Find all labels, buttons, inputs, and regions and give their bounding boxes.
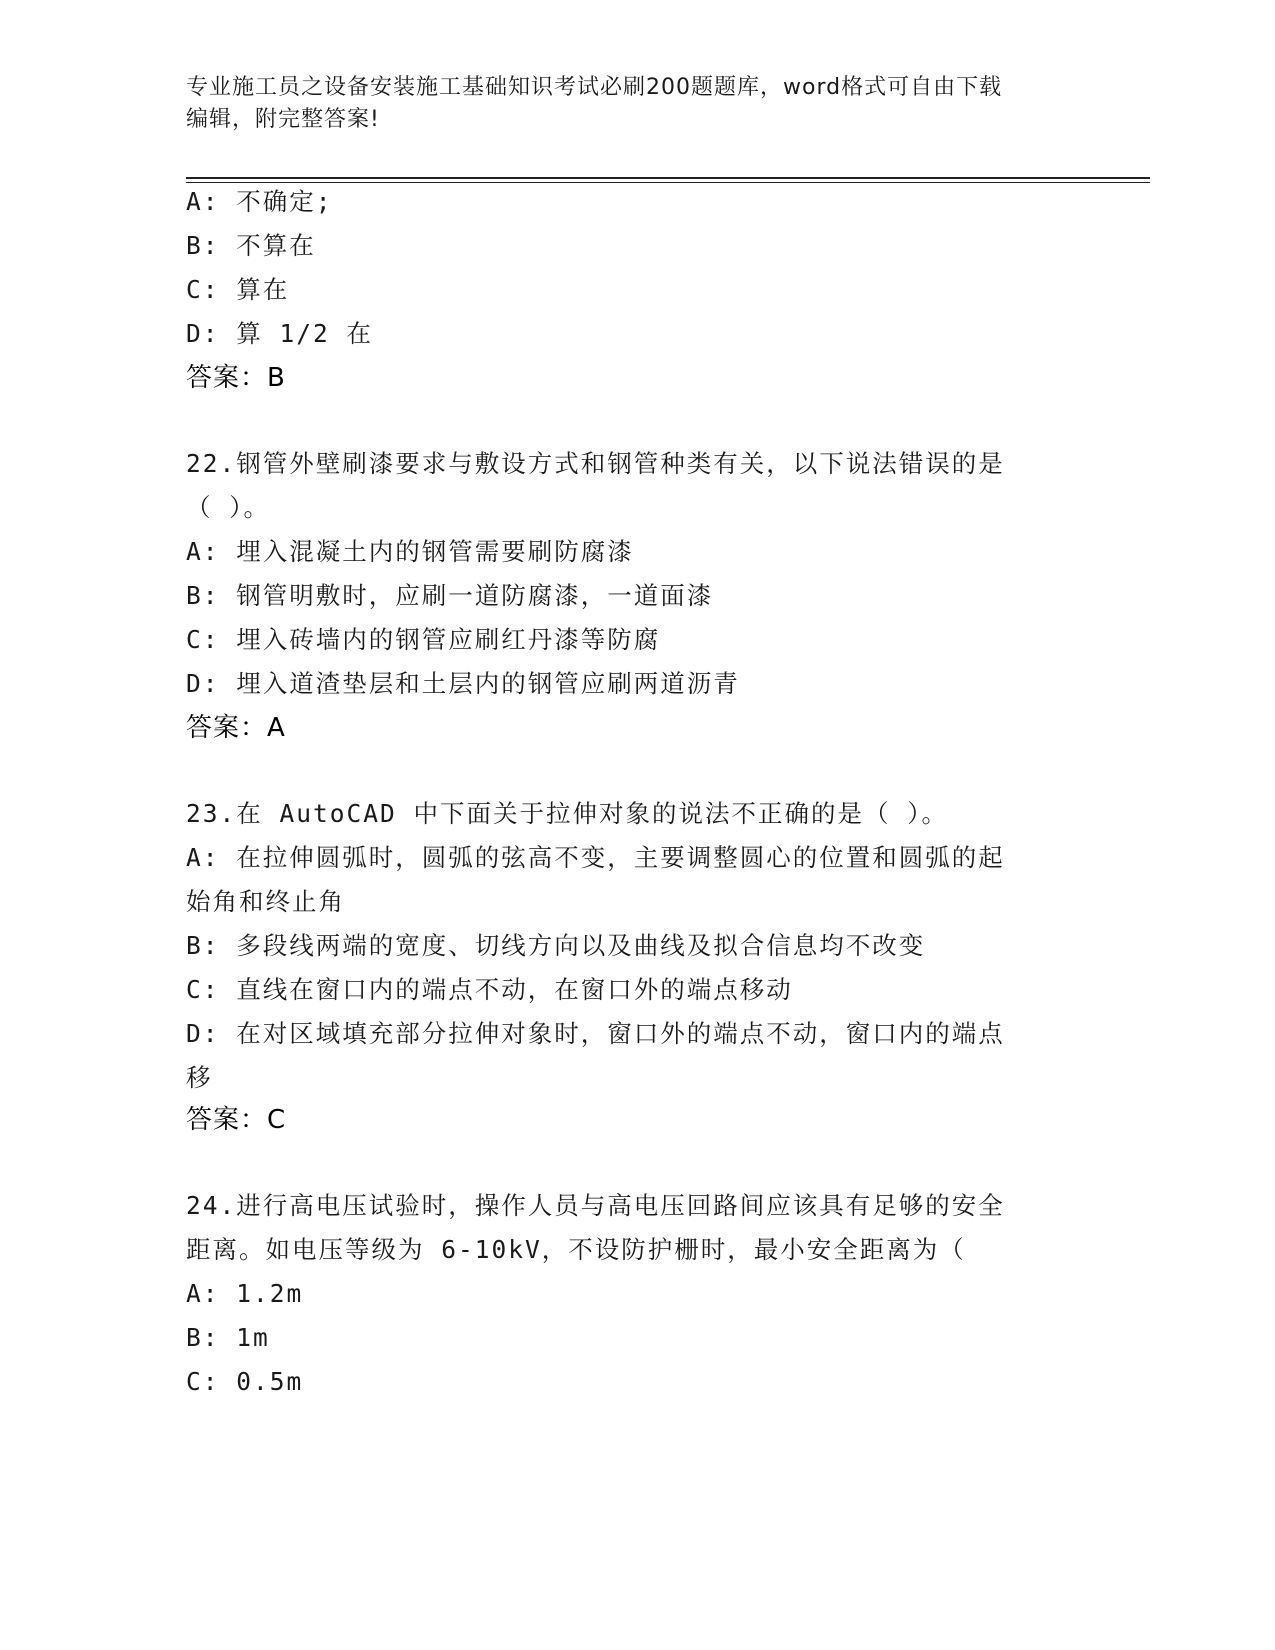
q24-stem-line-2: 距离。如电压等级为 6-10kV，不设防护栅时，最小安全距离为（ (186, 1235, 966, 1264)
q24-stem-line-1: 24.进行高电压试验时，操作人员与高电压回路间应该具有足够的安全 (186, 1191, 1005, 1220)
q22-answer: 答案：A (186, 713, 286, 743)
header-title-line-2: 编辑，附完整答案! (186, 107, 380, 132)
q21-option-d: D: 算 1/2 在 (186, 319, 374, 348)
q21-option-c: C: 算在 (186, 275, 290, 304)
q24-option-c: C: 0.5m (186, 1367, 304, 1396)
q22-option-b: B: 钢管明敷时，应刷一道防腐漆，一道面漆 (186, 581, 714, 610)
q23-option-a-line-1: A: 在拉伸圆弧时，圆弧的弦高不变，主要调整圆心的位置和圆弧的起 (186, 843, 1005, 872)
q23-answer: 答案：C (186, 1105, 287, 1135)
q24-option-a: A: 1.2m (186, 1279, 304, 1308)
q22-option-a: A: 埋入混凝土内的钢管需要刷防腐漆 (186, 537, 634, 566)
q23-stem: 23.在 AutoCAD 中下面关于拉伸对象的说法不正确的是（ ）。 (186, 799, 949, 828)
q21-option-b: B: 不算在 (186, 231, 316, 260)
q21-answer: 答案：B (186, 363, 286, 393)
q22-stem-line-2: （ ）。 (186, 493, 270, 522)
q24-option-b: B: 1m (186, 1323, 270, 1352)
q23-option-d-line-2: 移 (186, 1063, 213, 1092)
q23-option-b: B: 多段线两端的宽度、切线方向以及曲线及拟合信息均不改变 (186, 931, 926, 960)
q23-option-d-line-1: D: 在对区域填充部分拉伸对象时，窗口外的端点不动，窗口内的端点 (186, 1019, 1005, 1048)
q22-option-d: D: 埋入道渣垫层和土层内的钢管应刷两道沥青 (186, 669, 740, 698)
q22-stem-line-1: 22.钢管外壁刷漆要求与敷设方式和钢管种类有关，以下说法错误的是 (186, 449, 1005, 478)
q23-option-a-line-2: 始角和终止角 (186, 887, 345, 916)
q21-option-a: A: 不确定; (186, 187, 333, 216)
document-header (186, 72, 1086, 136)
q23-option-c: C: 直线在窗口内的端点不动，在窗口外的端点移动 (186, 975, 793, 1004)
header-title-line-1: 专业施工员之设备安装施工基础知识考试必刷200题题库，word格式可自由下载 (186, 75, 1003, 100)
q22-option-c: C: 埋入砖墙内的钢管应刷红丹漆等防腐 (186, 625, 661, 654)
